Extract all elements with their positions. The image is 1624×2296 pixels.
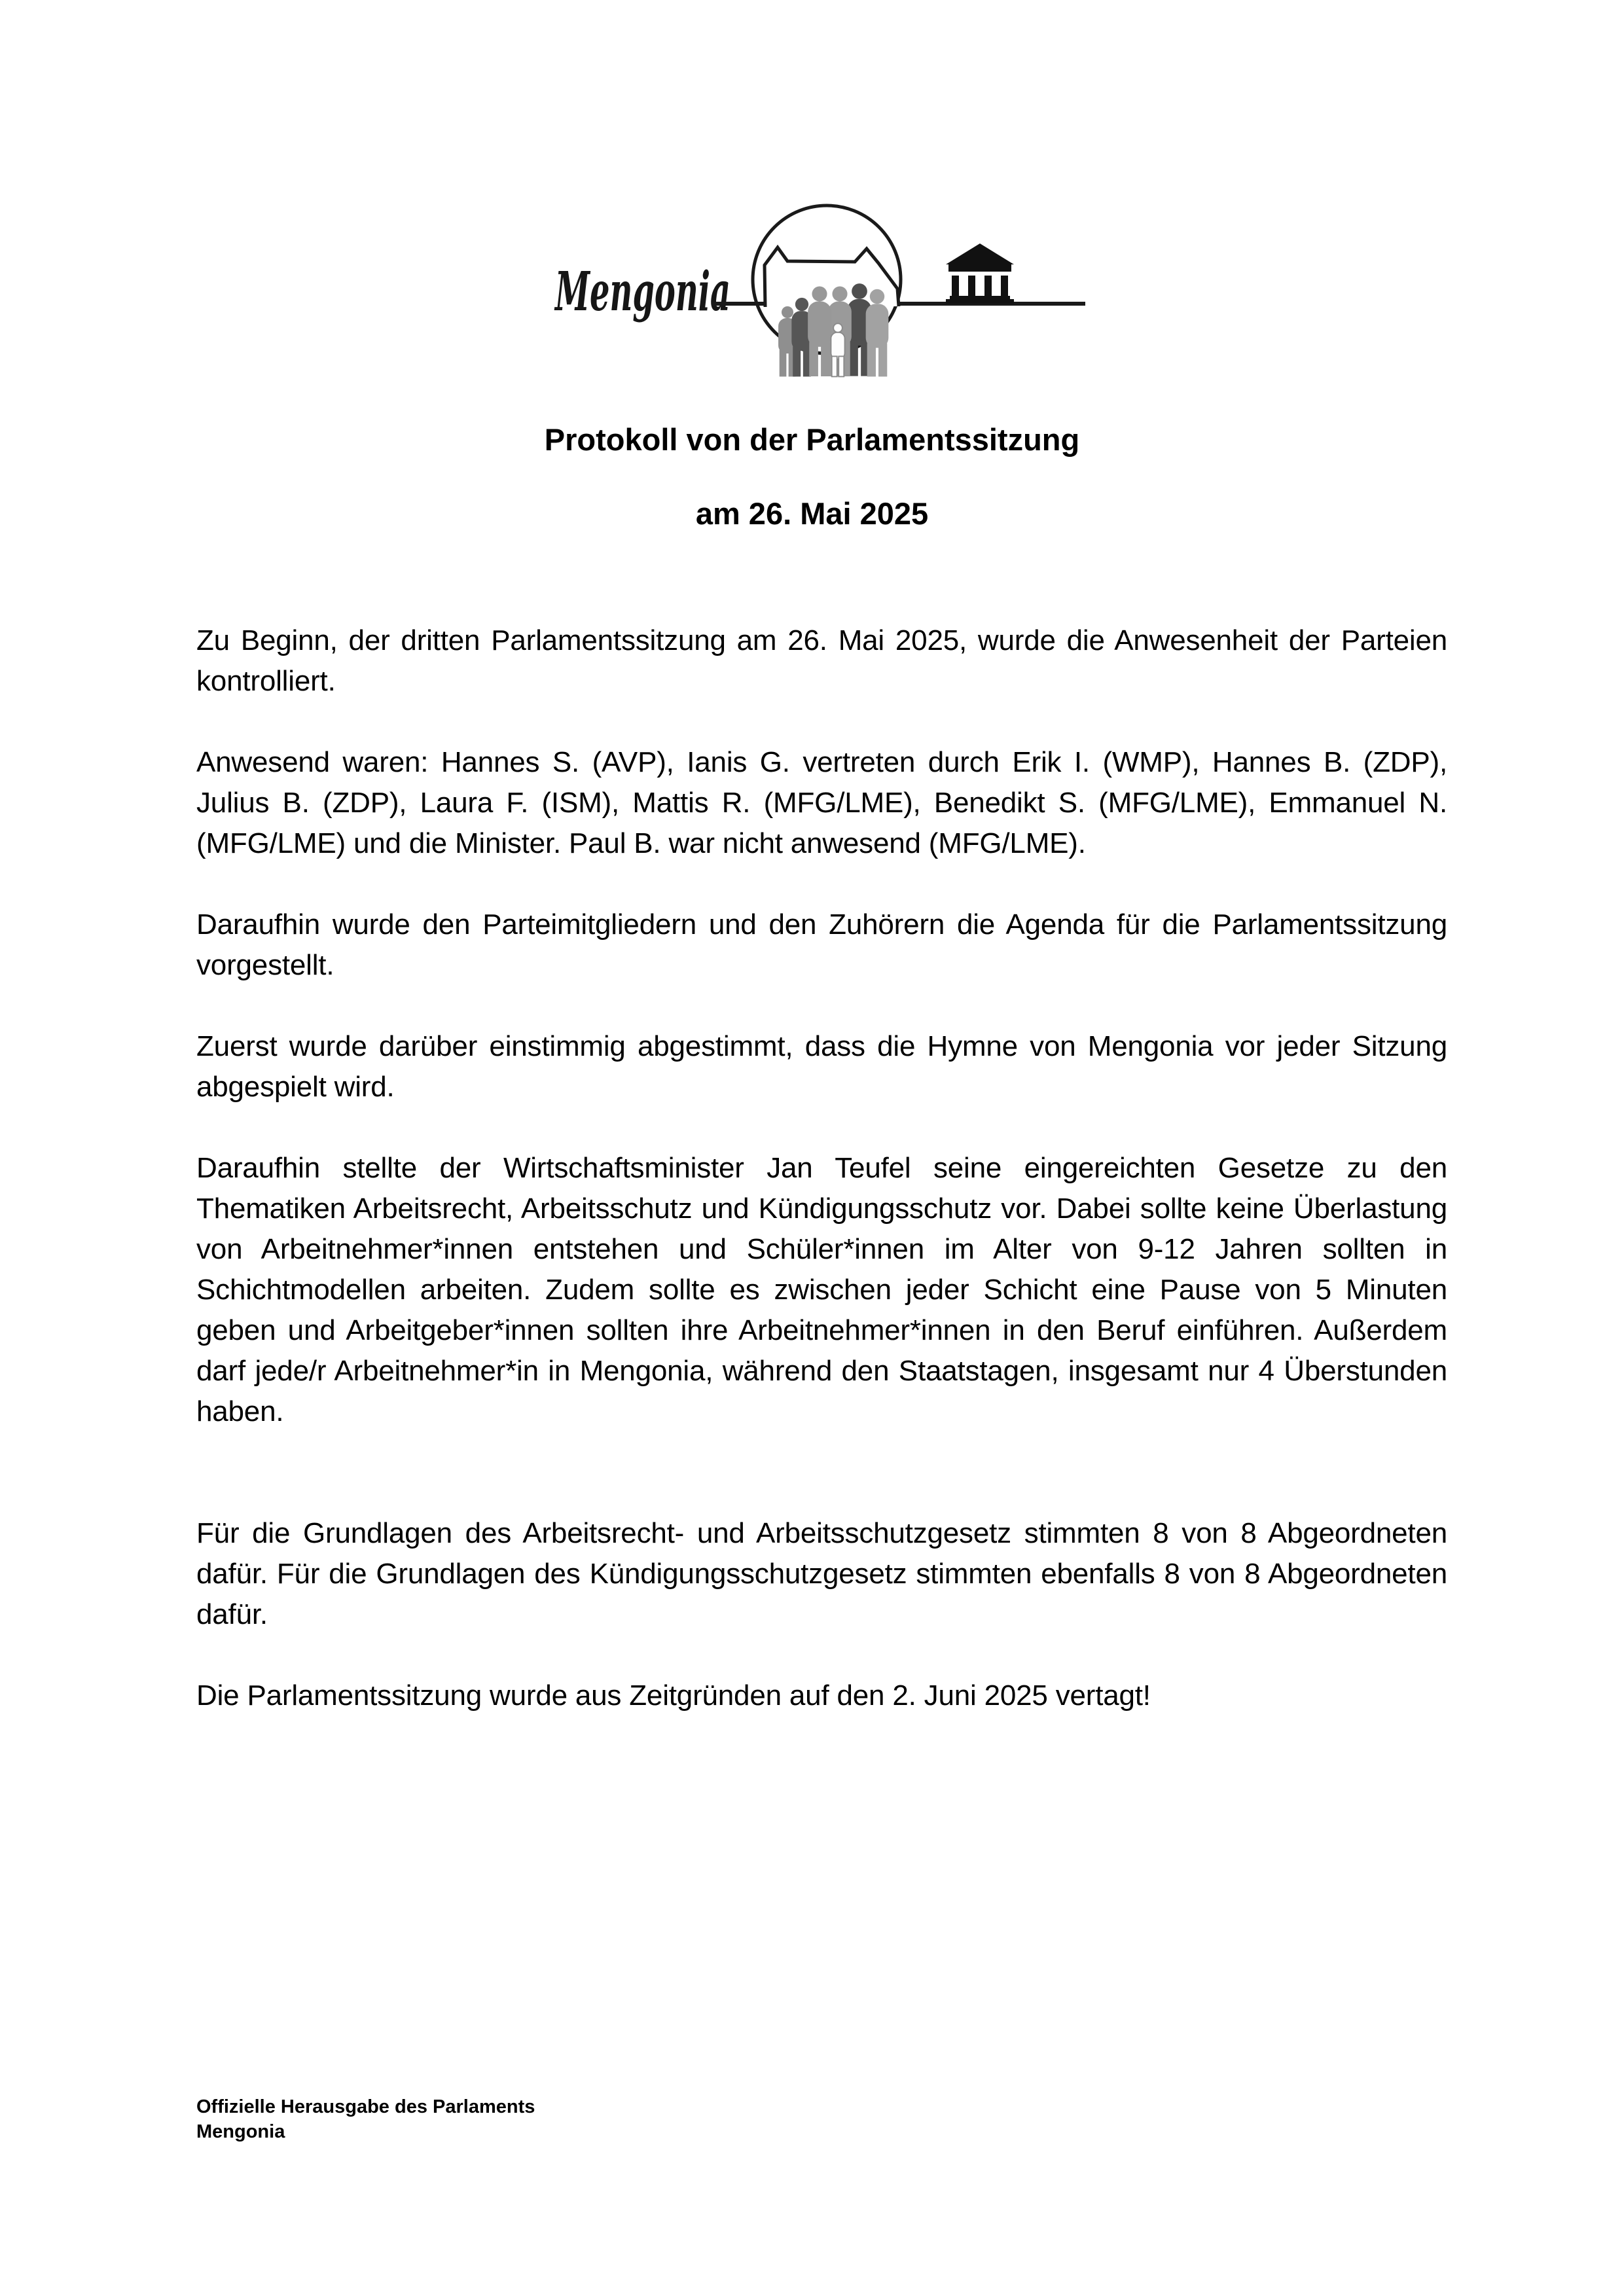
document-body — [196, 620, 1447, 1757]
title-block — [0, 422, 1624, 531]
paragraph: Für die Grundlagen des Arbeitsrecht- und Arbeitsschutzgesetz stimmten 8 von 8 Abgeordneten dafür. Für die Grundlagen des Kündigungsschutzgesetz stimmten ebenfalls 8 von 8 Abgeordneten dafür. — [196, 1517, 1447, 1630]
paragraph: Anwesend waren: Hannes S. (AVP), Ianis G. vertreten durch Erik I. (WMP), Hannes B. (ZDP), Julius B. (ZDP), Laura F. (ISM), Mattis R. (MFG/LME), Benedikt S. (MFG/LME), Emmanuel N. (MFG/LME) und die Minister. Paul B. war nicht anwesend (MFG/LME). — [196, 746, 1447, 859]
document-title: Protokoll von der Parlamentssitzung — [544, 422, 1080, 457]
mengonia-logo — [550, 191, 1087, 394]
paragraph: Daraufhin stellte der Wirtschaftsminister Jan Teufel seine eingereichten Gesetze zu den Thematiken Arbeitsrecht, Arbeitsschutz und Kündigungsschutz vor. Dabei sollte keine Überlastung von Arbeitnehmer*innen entstehen und Schüler*innen im Alter von 9-12 Jahren sollten in Schichtmodellen arbeiten. Zudem sollte es zwischen jeder Schicht eine Pause von 5 Minuten geben und Arbeitgeber*innen sollten ihre Arbeitnehmer*innen in den Beruf einführen. Außerdem darf jede/r Arbeitnehmer*in in Mengonia, während den Staatstagen, insgesamt nur 4 Überstunden haben. — [196, 1152, 1447, 1427]
paragraph: Daraufhin wurde den Parteimitgliedern und den Zuhörern die Agenda für die Parlamentssitzung vorgestellt. — [196, 908, 1447, 981]
paragraph: Zu Beginn, der dritten Parlamentssitzung am 26. Mai 2025, wurde die Anwesenheit der Parteien kontrolliert. — [196, 624, 1447, 697]
mengonia-logo-svg — [550, 191, 1087, 394]
paragraph: Zuerst wurde darüber einstimmig abgestimmt, dass die Hymne von Mengonia vor jeder Sitzung abgespielt wird. — [196, 1030, 1447, 1103]
paragraph: Die Parlamentssitzung wurde aus Zeitgründen auf den 2. Juni 2025 vertagt! — [196, 1679, 1151, 1712]
parliament-temple-icon — [946, 243, 1014, 304]
mengonia-wordmark: Mengonia — [554, 260, 731, 323]
footer-line: Mengonia — [196, 2121, 285, 2142]
footer-line: Offizielle Herausgabe des Parlaments — [196, 2096, 535, 2117]
document-footer — [196, 2094, 535, 2144]
document-date: am 26. Mai 2025 — [695, 496, 929, 531]
